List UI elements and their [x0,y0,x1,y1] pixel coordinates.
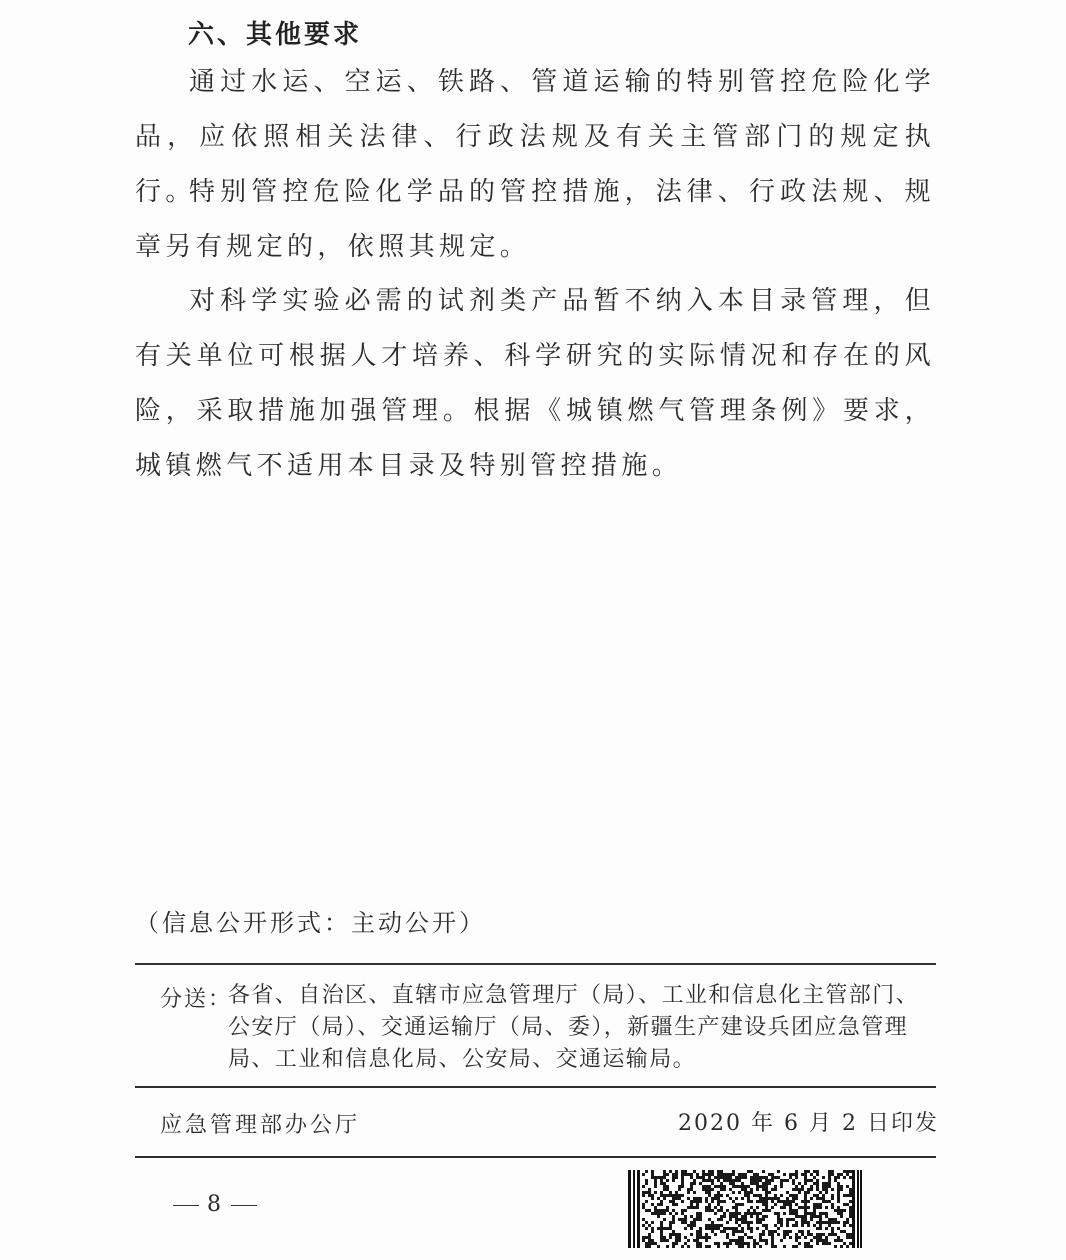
distribution-label: 分送： [160,987,233,1012]
paragraph-transport: 通过水运、空运、铁路、管道运输的特别管控危险化学品，应依照相关法律、行政法规及有关主管部门的规定执行。 [135,67,935,207]
divider-line [135,1086,936,1088]
page-number-value: 8 [207,1192,223,1217]
barcode-icon [628,1170,862,1248]
dash-right [231,1205,257,1206]
divider-line [135,963,936,965]
section-heading: 六、其他要求 [188,20,363,50]
paragraph-control-measures: 特别管控危险化学品的管控措施，法律、行政法规、规章另有规定的，依照其规定。 [135,177,935,262]
distribution-list: 各省、自治区、直辖市应急管理厅（局）、工业和信息化主管部门、公安厅（局）、交通运输厅（局、委），新疆生产建设兵团应急管理局、工业和信息化局、公安局、交通运输局。 [228,983,920,1072]
issuing-office: 应急管理部办公厅 [160,1113,361,1138]
disclosure-form: （信息公开形式：主动公开） [135,909,486,937]
divider-line [135,1156,936,1158]
issue-date: 2020 年 6 月 2 日印发 [678,1111,939,1136]
page-number [165,1192,265,1217]
dash-left [173,1205,199,1206]
paragraph-reagents: 对科学实验必需的试剂类产品暂不纳入本目录管理，但有关单位可根据人才培养、科学研究的实际情况和存在的风险，采取措施加强管理。根据《城镇燃气管理条例》要求，城镇燃气不适用本目录及特别管控措施。 [135,286,935,481]
